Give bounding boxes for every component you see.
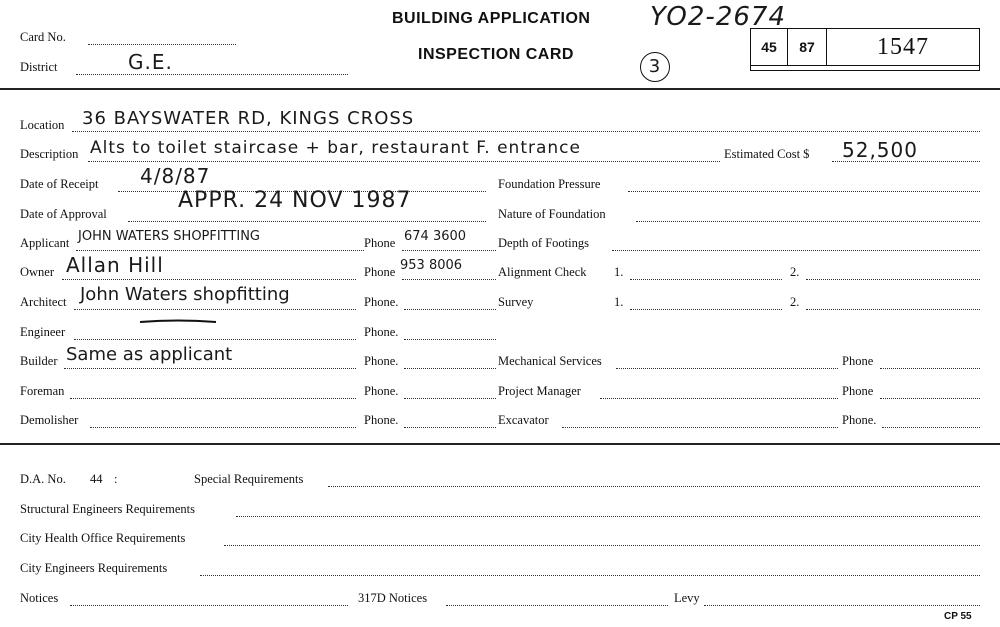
circled-number-value: 3 bbox=[648, 56, 662, 77]
card-no-dotted-line bbox=[88, 44, 236, 45]
builder-dotted-line bbox=[64, 368, 356, 369]
applicant-phone-value: 674 3600 bbox=[404, 229, 467, 244]
notices-label: Notices bbox=[20, 591, 59, 605]
foundation-pressure-label: Foundation Pressure bbox=[498, 177, 601, 191]
city-engineers-dotted-line bbox=[200, 575, 980, 576]
location-dotted-line bbox=[72, 131, 980, 132]
foundation-pressure-dotted-line bbox=[628, 191, 980, 192]
excavator-label: Excavator bbox=[498, 413, 549, 427]
survey-2-dotted-line bbox=[806, 309, 980, 310]
depth-of-footings-dotted-line bbox=[612, 250, 980, 251]
mechanical-phone-label: Phone bbox=[842, 354, 874, 368]
mechanical-phone-dotted-line bbox=[880, 368, 980, 369]
demolisher-phone-label: Phone. bbox=[364, 413, 399, 427]
special-requirements-label: Special Requirements bbox=[194, 472, 304, 486]
survey-num-2: 2. bbox=[790, 295, 800, 309]
depth-of-footings-label: Depth of Footings bbox=[498, 236, 589, 250]
notices-317d-label: 317D Notices bbox=[358, 591, 428, 605]
description-dotted-line bbox=[88, 161, 720, 162]
alignment-check-label: Alignment Check bbox=[498, 265, 587, 279]
applicant-label: Applicant bbox=[20, 236, 70, 250]
da-no-colon: : bbox=[114, 472, 118, 486]
excavator-phone-label: Phone. bbox=[842, 413, 877, 427]
alignment-check-num-2: 2. bbox=[790, 265, 800, 279]
card-box-underline bbox=[750, 65, 980, 71]
nature-of-foundation-dotted-line bbox=[636, 221, 980, 222]
project-manager-phone-dotted-line bbox=[880, 398, 980, 399]
foreman-phone-dotted-line bbox=[404, 398, 496, 399]
city-health-label: City Health Office Requirements bbox=[20, 531, 186, 545]
architect-label: Architect bbox=[20, 295, 67, 309]
code-box-2 bbox=[787, 28, 827, 66]
builder-value: Same as applicant bbox=[66, 344, 233, 365]
demolisher-label: Demolisher bbox=[20, 413, 79, 427]
code-box-1-value: 45 bbox=[761, 39, 777, 55]
location-value: 36 BAYSWATER RD, KINGS CROSS bbox=[82, 108, 415, 129]
engineer-phone-dotted-line bbox=[404, 339, 496, 340]
date-of-approval-dotted-line bbox=[128, 221, 486, 222]
nature-of-foundation-label: Nature of Foundation bbox=[498, 207, 606, 221]
structural-engineers-label: Structural Engineers Requirements bbox=[20, 502, 195, 516]
applicant-phone-label: Phone bbox=[364, 236, 396, 250]
alignment-check-2-dotted-line bbox=[806, 279, 980, 280]
survey-1-dotted-line bbox=[630, 309, 782, 310]
form-code: CP 55 bbox=[944, 611, 972, 622]
owner-value: Allan Hill bbox=[66, 253, 164, 277]
circled-number-stamp bbox=[640, 52, 670, 82]
estimated-cost-label: Estimated Cost $ bbox=[724, 147, 810, 161]
description-label: Description bbox=[20, 147, 79, 161]
location-label: Location bbox=[20, 118, 65, 132]
owner-phone-value: 953 8006 bbox=[400, 258, 463, 273]
district-dotted-line bbox=[76, 74, 348, 75]
date-of-receipt-value: 4/8/87 bbox=[140, 164, 211, 188]
handwritten-reference: YO2-2674 bbox=[650, 2, 786, 32]
builder-phone-label: Phone. bbox=[364, 354, 399, 368]
date-of-approval-value: APPR. 24 NOV 1987 bbox=[178, 188, 412, 213]
applicant-value: JOHN WATERS SHOPFITTING bbox=[78, 229, 260, 244]
architect-phone-label: Phone. bbox=[364, 295, 399, 309]
architect-phone-dotted-line bbox=[404, 309, 496, 310]
owner-phone-dotted-line bbox=[402, 279, 496, 280]
date-of-approval-label: Date of Approval bbox=[20, 207, 107, 221]
builder-label: Builder bbox=[20, 354, 58, 368]
mechanical-services-dotted-line bbox=[616, 368, 838, 369]
alignment-check-num-1: 1. bbox=[614, 265, 624, 279]
district-value: G.E. bbox=[128, 50, 173, 74]
project-manager-dotted-line bbox=[600, 398, 838, 399]
code-box-1 bbox=[750, 28, 788, 66]
applicant-dotted-line bbox=[76, 250, 364, 251]
structural-engineers-dotted-line bbox=[236, 516, 980, 517]
owner-phone-label: Phone bbox=[364, 265, 396, 279]
notices-dotted-line bbox=[70, 605, 348, 606]
excavator-dotted-line bbox=[562, 427, 838, 428]
foreman-dotted-line bbox=[70, 398, 356, 399]
card-no-label: Card No. bbox=[20, 30, 66, 44]
demolisher-dotted-line bbox=[90, 427, 356, 428]
architect-value: John Waters shopfitting bbox=[80, 284, 290, 305]
engineer-phone-label: Phone. bbox=[364, 325, 399, 339]
owner-label: Owner bbox=[20, 265, 55, 279]
city-engineers-label: City Engineers Requirements bbox=[20, 561, 168, 575]
title-building-application: BUILDING APPLICATION bbox=[392, 10, 591, 27]
description-value: Alts to toilet staircase + bar, restaurant F. entrance bbox=[90, 138, 581, 158]
foreman-label: Foreman bbox=[20, 384, 65, 398]
survey-num-1: 1. bbox=[614, 295, 624, 309]
survey-label: Survey bbox=[498, 295, 534, 309]
code-box-2-value: 87 bbox=[799, 39, 815, 55]
engineer-label: Engineer bbox=[20, 325, 66, 339]
mechanical-services-label: Mechanical Services bbox=[498, 354, 602, 368]
card-number-value: 1547 bbox=[877, 33, 929, 60]
da-no-value: 44 bbox=[90, 472, 103, 486]
requirements-divider bbox=[0, 443, 1000, 445]
date-of-receipt-label: Date of Receipt bbox=[20, 177, 99, 191]
applicant-phone-dotted-line bbox=[402, 250, 496, 251]
alignment-check-1-dotted-line bbox=[630, 279, 782, 280]
demolisher-phone-dotted-line bbox=[404, 427, 496, 428]
levy-dotted-line bbox=[704, 605, 980, 606]
project-manager-phone-label: Phone bbox=[842, 384, 874, 398]
foreman-phone-label: Phone. bbox=[364, 384, 399, 398]
excavator-phone-dotted-line bbox=[882, 427, 980, 428]
notices-317d-dotted-line bbox=[446, 605, 668, 606]
levy-label: Levy bbox=[674, 591, 700, 605]
header-divider bbox=[0, 88, 1000, 90]
card-number-box bbox=[826, 28, 980, 66]
district-label: District bbox=[20, 60, 58, 74]
title-inspection-card: INSPECTION CARD bbox=[418, 46, 574, 63]
builder-phone-dotted-line bbox=[404, 368, 496, 369]
architect-dotted-line bbox=[74, 309, 356, 310]
da-no-label: D.A. No. bbox=[20, 472, 66, 486]
architect-underline bbox=[138, 318, 218, 326]
owner-dotted-line bbox=[62, 279, 356, 280]
special-requirements-dotted-line bbox=[328, 486, 980, 487]
project-manager-label: Project Manager bbox=[498, 384, 581, 398]
estimated-cost-value: 52,500 bbox=[842, 138, 918, 162]
engineer-dotted-line bbox=[74, 339, 356, 340]
city-health-dotted-line bbox=[224, 545, 980, 546]
